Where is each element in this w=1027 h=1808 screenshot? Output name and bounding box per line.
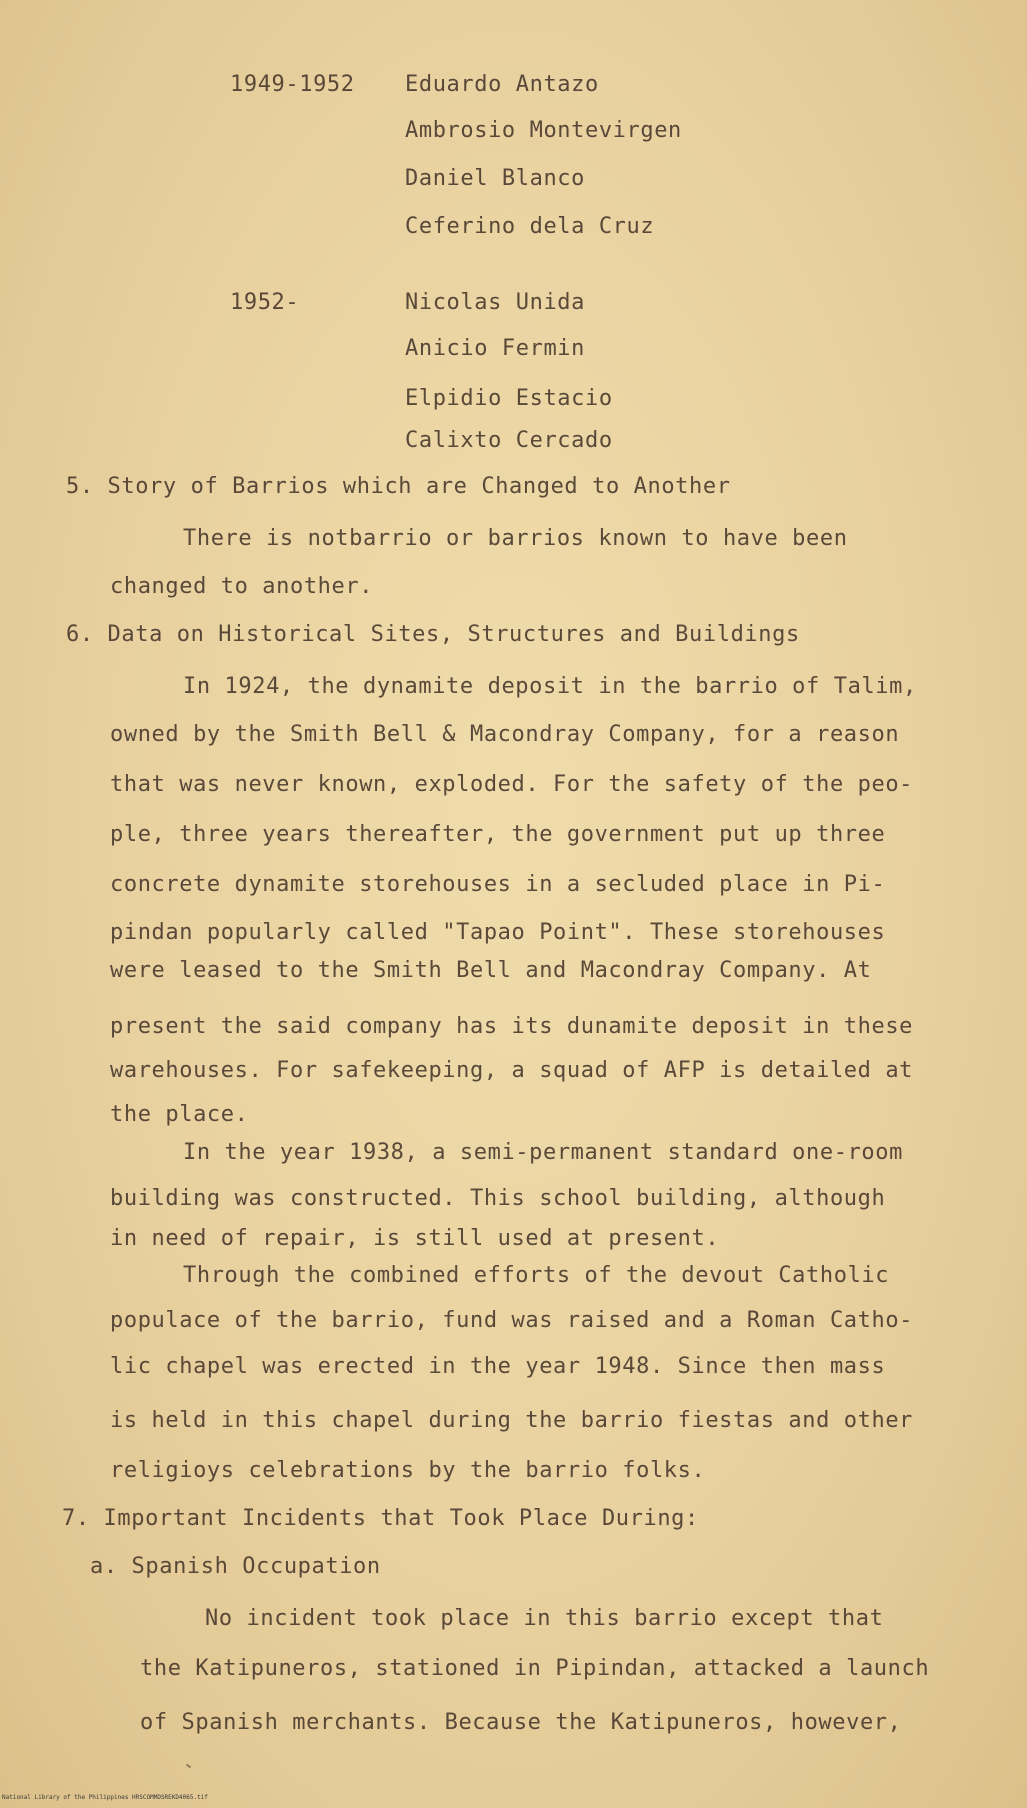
official-name: Calixto Cercado xyxy=(405,428,613,453)
section-6-heading: 6. Data on Historical Sites, Structures and Buildings xyxy=(66,622,800,647)
body-line: In 1924, the dynamite deposit in the barrio of Talim, xyxy=(183,674,917,699)
body-line: is held in this chapel during the barrio fiestas and other xyxy=(110,1408,914,1433)
body-line: the place. xyxy=(110,1102,249,1127)
paper-mark xyxy=(186,1764,191,1769)
body-line: building was constructed. This school building, although xyxy=(110,1186,886,1211)
body-line: In the year 1938, a semi-permanent standard one-room xyxy=(183,1140,903,1165)
official-name: Ambrosio Montevirgen xyxy=(405,118,682,143)
body-line: lic chapel was erected in the year 1948. Since then mass xyxy=(110,1354,886,1379)
section-5-heading: 5. Story of Barrios which are Changed to Another xyxy=(66,474,731,499)
section-7-heading: 7. Important Incidents that Took Place During: xyxy=(62,1506,699,1531)
body-line: were leased to the Smith Bell and Macondray Company. At xyxy=(110,958,872,983)
official-name: Eduardo Antazo xyxy=(405,72,599,97)
body-line: that was never known, exploded. For the safety of the peo- xyxy=(110,772,914,797)
period-1949-1952: 1949-1952 xyxy=(230,72,355,97)
section-7a-heading: a. Spanish Occupation xyxy=(90,1554,381,1579)
body-line: present the said company has its dunamite deposit in these xyxy=(110,1014,914,1039)
body-line: the Katipuneros, stationed in Pipindan, attacked a launch xyxy=(140,1656,930,1681)
body-line: populace of the barrio, fund was raised and a Roman Catho- xyxy=(110,1308,914,1333)
body-line: concrete dynamite storehouses in a secluded place in Pi- xyxy=(110,872,886,897)
body-line: changed to another. xyxy=(110,574,374,599)
body-line: warehouses. For safekeeping, a squad of AFP is detailed at xyxy=(110,1058,914,1083)
body-line: pindan popularly called "Tapao Point". These storehouses xyxy=(110,920,886,945)
official-name: Anicio Fermin xyxy=(405,336,585,361)
body-line: Through the combined efforts of the devout Catholic xyxy=(183,1263,890,1288)
official-name: Ceferino dela Cruz xyxy=(405,214,655,239)
period-1952: 1952- xyxy=(230,290,300,315)
body-line: religioys celebrations by the barrio folks. xyxy=(110,1458,706,1483)
body-line: There is notbarrio or barrios known to have been xyxy=(183,526,848,551)
scan-footer: National Library of the Philippines HRSCOMMDSREKD4065.tif xyxy=(2,1794,208,1801)
body-line: of Spanish merchants. Because the Katipuneros, however, xyxy=(140,1710,902,1735)
body-line: No incident took place in this barrio except that xyxy=(205,1606,884,1631)
body-line: owned by the Smith Bell & Macondray Company, for a reason xyxy=(110,722,900,747)
official-name: Nicolas Unida xyxy=(405,290,585,315)
official-name: Daniel Blanco xyxy=(405,166,585,191)
body-line: in need of repair, is still used at present. xyxy=(110,1226,720,1251)
official-name: Elpidio Estacio xyxy=(405,386,613,411)
body-line: ple, three years thereafter, the government put up three xyxy=(110,822,886,847)
